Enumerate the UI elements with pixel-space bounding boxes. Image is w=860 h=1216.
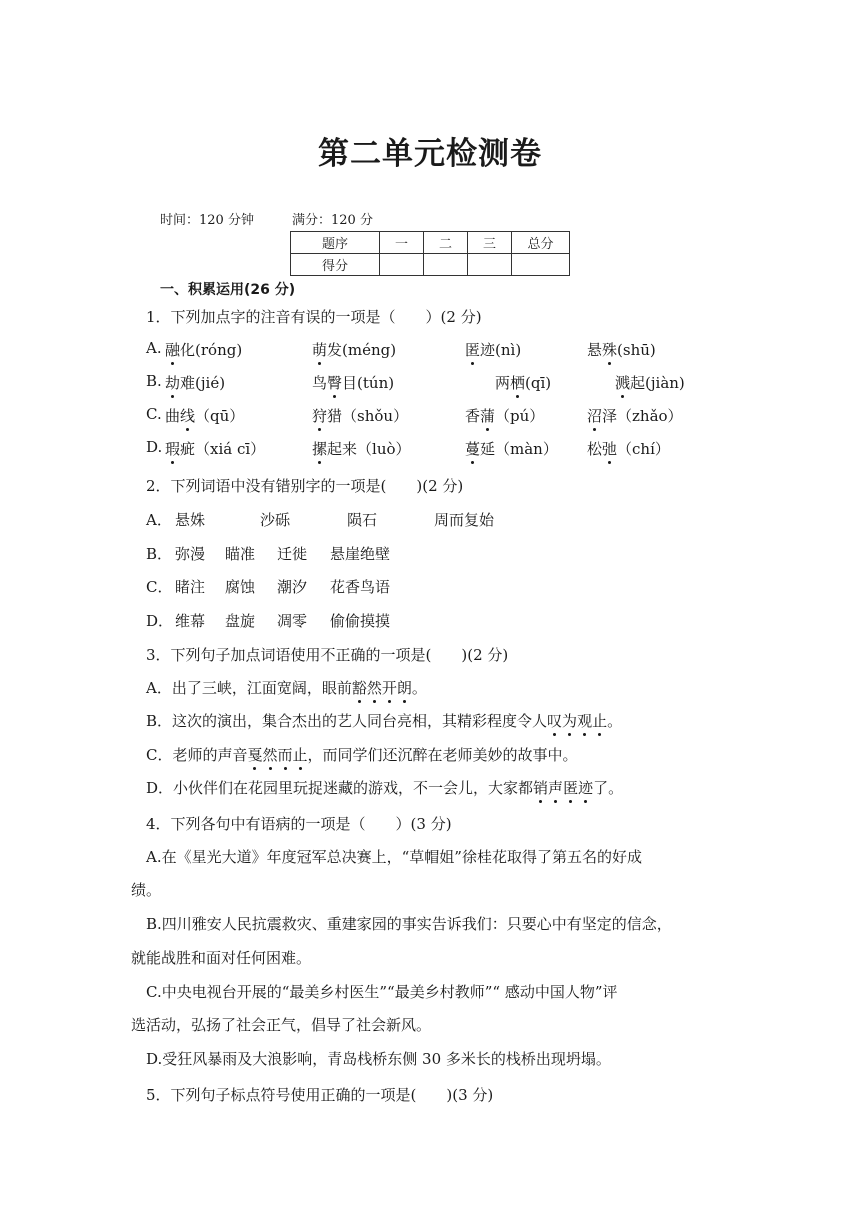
word-item: 瞄准 — [225, 545, 256, 563]
question-3-stem: 3．下列句子加点词语使用不正确的一项是( )(2 分) — [146, 646, 509, 664]
pinyin-item: 瑕疵（xiá cī） — [165, 440, 266, 458]
score-blank-cell[interactable] — [468, 254, 512, 276]
option-label: C． — [146, 578, 173, 596]
emphasis-dot-char: 劫 — [165, 374, 181, 392]
word-item: 花香鸟语 — [330, 578, 391, 596]
page-title: 第二单元检测卷 — [318, 136, 542, 172]
paragraph-line: C.中央电视台开展的“最美乡村医生”“最美乡村教师”“ 感动中国人物”评 — [146, 983, 618, 1001]
emphasis-dot-char: 萌 — [312, 341, 328, 359]
word-item: 悬姝 — [175, 511, 206, 529]
emphasis-dot-char: 豁 — [351, 679, 367, 697]
score-blank-cell[interactable] — [424, 254, 468, 276]
option-label: B． — [146, 545, 173, 563]
emphasis-dot-char: 瑕 — [165, 440, 181, 458]
score-table-header-cell: 总分 — [512, 232, 570, 254]
emphasis-dot-char: 臀 — [327, 374, 343, 392]
emphasis-dot-char: 迹 — [578, 779, 594, 797]
emphasis-dot-char: 栖 — [510, 374, 526, 392]
emphasis-dot-char: 沼 — [587, 407, 603, 425]
word-item: 偷偷摸摸 — [330, 612, 391, 630]
pinyin-item: 劫难(jié) — [165, 374, 226, 392]
word-item: 弥漫 — [175, 545, 206, 563]
option-label: D. — [146, 438, 163, 456]
emphasis-dot-char: 为 — [562, 712, 578, 730]
emphasis-dot-char: 叹 — [547, 712, 563, 730]
emphasis-dot-char: 声 — [548, 779, 564, 797]
option-label: B. — [146, 372, 162, 390]
score-table — [290, 231, 570, 276]
paragraph-line: B.四川雅安人民抗震救灾、重建家园的事实告诉我们：只要心中有坚定的信念， — [146, 915, 672, 933]
pinyin-item: 沼泽（zhǎo） — [587, 407, 683, 425]
pinyin-item: 香蒲（pú） — [465, 407, 545, 425]
exam-time: 时间：120 分钟 — [160, 213, 254, 228]
sentence-option: C．老师的声音戛然而止，而同学们还沉醉在老师美妙的故事中。 — [146, 746, 578, 764]
pinyin-item: 匿迹(nì) — [465, 341, 522, 359]
emphasis-dot-char: 止 — [292, 746, 308, 764]
pinyin-item: 蔓延（màn） — [465, 440, 558, 458]
emphasis-dot-char: 蔓 — [465, 440, 481, 458]
pinyin-item: 两栖(qī) — [495, 374, 552, 392]
emphasis-dot-char: 摞 — [312, 440, 328, 458]
emphasis-dot-char: 蒲 — [480, 407, 496, 425]
word-item: 悬崖绝壁 — [330, 545, 391, 563]
emphasis-dot-char: 朗 — [396, 679, 412, 697]
word-item: 维幕 — [175, 612, 206, 630]
emphasis-dot-char: 销 — [533, 779, 549, 797]
emphasis-dot-char: 溅 — [615, 374, 631, 392]
emphasis-dot-char: 戛 — [247, 746, 263, 764]
pinyin-item: 融化(róng) — [165, 341, 243, 359]
question-4-stem: 4．下列各句中有语病的一项是（ ）(3 分) — [146, 815, 452, 833]
word-item: 迁徙 — [277, 545, 308, 563]
emphasis-dot-char: 殊 — [602, 341, 618, 359]
paragraph-line: 就能战胜和面对任何困难。 — [131, 949, 312, 967]
option-label: D． — [146, 612, 174, 630]
emphasis-dot-char: 而 — [277, 746, 293, 764]
emphasis-dot-char: 观 — [577, 712, 593, 730]
score-table-header-cell: 一 — [380, 232, 424, 254]
sentence-option: A．出了三峡，江面宽阔，眼前豁然开朗。 — [146, 679, 427, 697]
word-item: 沙砾 — [260, 511, 291, 529]
score-table-score-row — [291, 254, 570, 276]
word-item: 睹注 — [175, 578, 206, 596]
pinyin-item: 松弛（chí） — [587, 440, 670, 458]
score-table-header-row — [291, 232, 570, 254]
question-1-stem: 1．下列加点字的注音有误的一项是（ ）(2 分) — [146, 308, 482, 326]
question-5-stem: 5．下列句子标点符号使用正确的一项是( )(3 分) — [146, 1086, 494, 1104]
emphasis-dot-char: 然 — [366, 679, 382, 697]
emphasis-dot-char: 然 — [262, 746, 278, 764]
pinyin-item: 溅起(jiàn) — [615, 374, 685, 392]
paragraph-line: D.受狂风暴雨及大浪影响，青岛栈桥东侧 30 多米长的栈桥出现坍塌。 — [146, 1050, 611, 1068]
word-item: 腐蚀 — [225, 578, 256, 596]
score-table-header-cell: 二 — [424, 232, 468, 254]
emphasis-dot-char: 匿 — [563, 779, 579, 797]
emphasis-dot-char: 开 — [381, 679, 397, 697]
paragraph-line: A.在《星光大道》年度冠军总决赛上，“草帽姐”徐桂花取得了第五名的好成 — [146, 848, 642, 866]
paragraph-line: 选活动，弘扬了社会正气，倡导了社会新风。 — [131, 1016, 432, 1034]
emphasis-dot-char: 匿 — [465, 341, 481, 359]
option-label: C. — [146, 405, 162, 423]
pinyin-item: 悬殊(shū) — [587, 341, 656, 359]
pinyin-item: 曲线（qū） — [165, 407, 245, 425]
pinyin-item: 狩猎（shǒu） — [312, 407, 409, 425]
word-item: 周而复始 — [434, 511, 495, 529]
pinyin-item: 鸟臀目(tún) — [312, 374, 395, 392]
emphasis-dot-char: 弛 — [602, 440, 618, 458]
word-item: 盘旋 — [225, 612, 256, 630]
emphasis-dot-char: 狩 — [312, 407, 328, 425]
score-blank-cell[interactable] — [512, 254, 570, 276]
section-heading: 一、积累运用(26 分) — [160, 282, 296, 298]
score-table-header-cell: 三 — [468, 232, 512, 254]
option-label: A． — [146, 511, 172, 529]
score-blank-cell[interactable] — [380, 254, 424, 276]
sentence-option: D．小伙伴们在花园里玩捉迷藏的游戏，不一会儿，大家都销声匿迹了。 — [146, 779, 624, 797]
sentence-option: B．这次的演出，集合杰出的艺人同台亮相，其精彩程度令人叹为观止。 — [146, 712, 623, 730]
word-item: 潮汐 — [277, 578, 308, 596]
emphasis-dot-char: 止 — [592, 712, 608, 730]
pinyin-item: 萌发(méng) — [312, 341, 397, 359]
score-table-header-cell: 题序 — [291, 232, 380, 254]
word-item: 凋零 — [277, 612, 308, 630]
score-row-label: 得分 — [291, 254, 380, 276]
emphasis-dot-char: 线 — [180, 407, 196, 425]
question-2-stem: 2．下列词语中没有错别字的一项是( )(2 分) — [146, 477, 464, 495]
option-label: A. — [146, 339, 162, 357]
emphasis-dot-char: 融 — [165, 341, 181, 359]
paragraph-line: 绩。 — [131, 881, 162, 899]
word-item: 陨石 — [347, 511, 378, 529]
full-score: 满分：120 分 — [292, 213, 373, 228]
pinyin-item: 摞起来（luò） — [312, 440, 411, 458]
